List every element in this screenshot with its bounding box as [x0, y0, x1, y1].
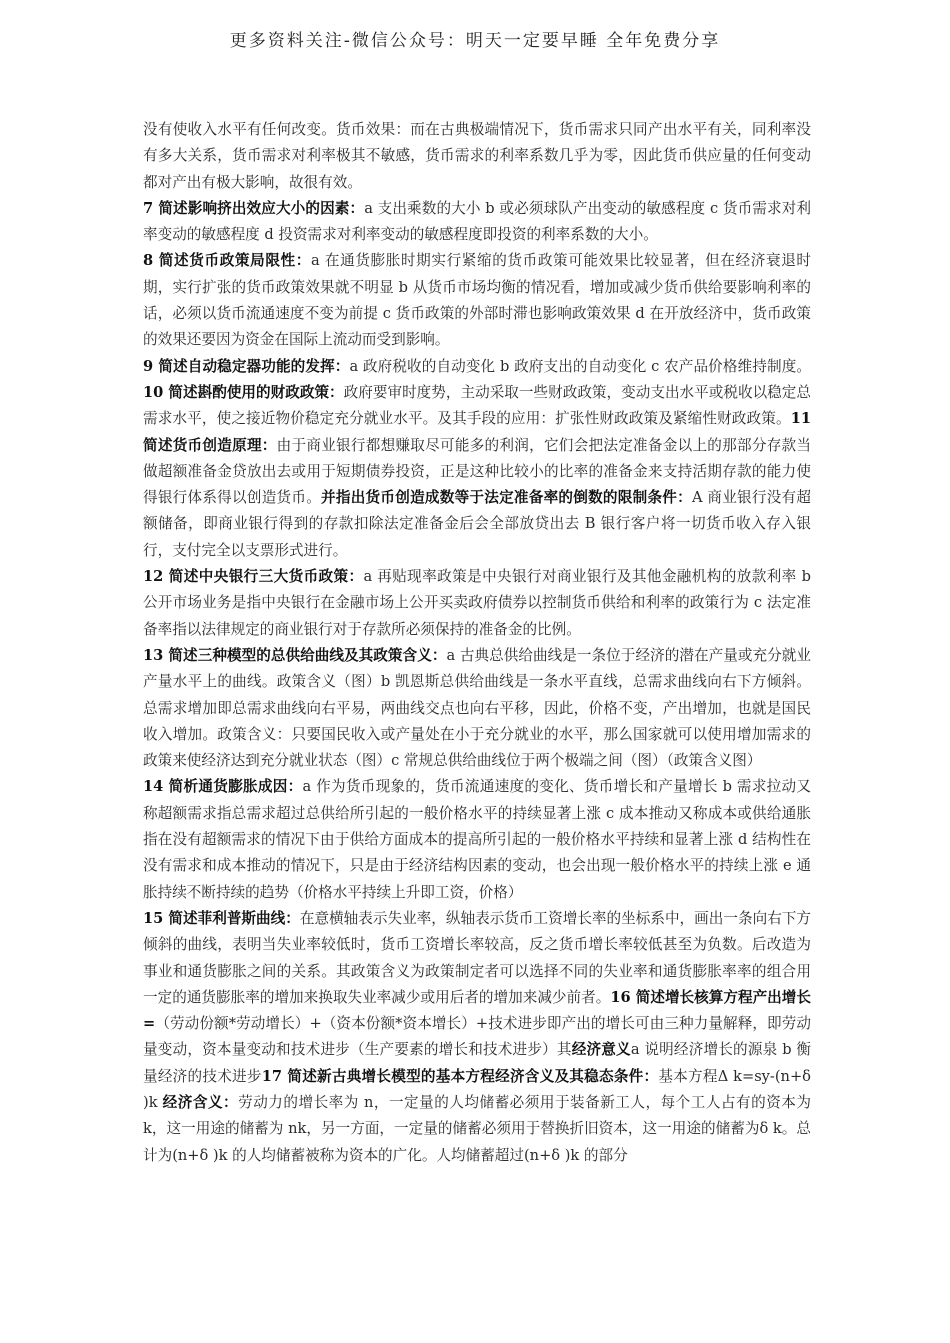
body-text: A 商业银行没有超额储备，即商业银行得到的存款扣除法定准备金后会全部放贷出去 B 银行客户将一切货币收入存入银行，支付完全以支票形式进行。 — [143, 489, 811, 559]
body-text: a 支出乘数的大小 b 或必须球队产出变动的敏感程度 c 货币需求对利率变动的敏感程度 d 投资需求对利率变动的敏感程度即投资的利率系数的大小。 — [143, 199, 811, 244]
document-body — [143, 117, 811, 1169]
paragraph — [143, 248, 811, 353]
paragraph — [143, 196, 811, 249]
body-text: 基本方程Δ k=sy-(n+δ )k — [143, 1067, 811, 1111]
body-text: a 古典总供给曲线是一条位于经济的潜在产量或充分就业产量水平上的曲线。政策含义（图）b 凯恩斯总供给曲线是一条水平直线，总需求曲线向右下方倾斜。总需求增加即总需求曲线向右平易，两曲线交点也向右平移，因此，价格不变，产出增加，也就是国民收入增加。政策含义：只要国民收入或产量处在小于充分就业的水平，那么国家就可以使用增加需求的政策来使经济达到充分就业状态（图）c 常规总供给曲线位于两个极端之间（图）（政策含义图） — [143, 646, 811, 770]
paragraph — [143, 643, 811, 774]
body-text: a 再贴现率政策是中央银行对商业银行及其他金融机构的放款利率 b 公开市场业务是指中央银行在金融市场上公开买卖政府债券以控制货币供给和利率的政策行为 c 法定准备率指以法律规定的商业银行对于存款所必须保持的准备金的比例。 — [143, 568, 811, 638]
body-text: 在意横轴表示失业率，纵轴表示货币工资增长率的坐标系中，画出一条向右下方倾斜的曲线，表明当失业率较低时，货币工资增长率较高，反之货币增长率较低甚至为负数。后改造为事业和通货膨胀之间的关系。其政策含义为政策制定者可以选择不同的失业率和通货膨胀率率的组合用一定的通货膨胀率的增加来换取失业率减少或用后者的增加来减少前者。 — [143, 909, 811, 1006]
section-heading: 经济含义： — [162, 1093, 239, 1111]
body-text: 没有使收入水平有任何改变。货币效果：而在古典极端情况下，货币需求只同产出水平有关，同利率没有多大关系，货币需求对利率极其不敏感，货币需求的利率系数几乎为零，因此货币供应量的任何变动都对产出有极大影响，故很有效。 — [143, 121, 811, 191]
section-heading: 9 简述自动稳定器功能的发挥： — [143, 357, 350, 375]
body-text: 政府要审时度势，主动采取一些财政政策，变动支出水平或税收以稳定总需求水平，使之接近物价稳定充分就业水平。及其手段的应用：扩张性财政政策及紧缩性财政政策。 — [143, 383, 811, 428]
section-heading: 15 简述菲利普斯曲线： — [143, 909, 300, 927]
section-heading: 11 简述货币创造原理： — [143, 410, 811, 454]
section-heading: 10 简述斟酌使用的财政政策： — [143, 383, 344, 401]
paragraph — [143, 354, 811, 564]
section-heading: 16 简述增长核算方程产出增长= — [143, 988, 811, 1033]
body-text: a 作为货币现象的，货币流通速度的变化、货币增长和产量增长 b 需求拉动又称超额需求指总需求超过总供给所引起的一般价格水平的持续显著上涨 c 成本推动又称成本或供给通胀指在没有超额需求的情况下由于供给方面成本的提高所引起的一般价格水平持续和显著上涨 d 结构性在没有需求和成本推动的情况下，只是由于经济结构因素的变动，也会出现一般价格水平的持续上涨 e 通胀持续不断持续的趋势（价格水平持续上升即工资，价格） — [143, 778, 811, 901]
section-heading: 17 简述新古典增长模型的基本方程经济含义及其稳态条件： — [261, 1067, 659, 1085]
body-text: 劳动力的增长率为 n，一定量的人均储蓄必须用于装备新工人，每个工人占有的资本为 k，这一用途的储蓄为 nk，另一方面，一定量的储蓄必须用于替换折旧资本，这一用途的储蓄为δ k。总计为(n+δ )k 的人均储蓄被称为资本的广化。人均储蓄超过(n+δ )k 的部分 — [143, 1093, 811, 1164]
section-heading: 经济意义 — [571, 1041, 631, 1059]
paragraph — [143, 117, 811, 196]
paragraph — [143, 906, 811, 1169]
paragraph — [143, 774, 811, 905]
section-heading: 12 简述中央银行三大货币政策： — [143, 568, 364, 586]
body-text: 由于商业银行都想赚取尽可能多的利润，它们会把法定准备金以上的那部分存款当做超额准备金贷放出去或用于短期债券投资，正是这种比较小的比率的准备金来支持活期存款的能力使得银行体系得以创造货币。 — [143, 436, 811, 507]
section-heading: 并指出货币创造成数等于法定准备率的倒数的限制条件： — [321, 489, 692, 507]
body-text: a 政府税收的自动变化 b 政府支出的自动变化 c 农产品价格维持制度。 — [349, 357, 811, 375]
page-header: 更多资料关注-微信公众号：明天一定要早睡 全年免费分享 — [229, 31, 721, 51]
section-heading: 14 简析通货膨胀成因： — [143, 778, 303, 796]
section-heading: 13 简述三种模型的总供给曲线及其政策含义： — [143, 646, 447, 664]
section-heading: 7 简述影响挤出效应大小的因素： — [143, 199, 365, 217]
section-heading: 8 简述货币政策局限性： — [143, 252, 311, 270]
body-text: a 说明经济增长的源泉 b 衡量经济的技术进步 — [143, 1041, 811, 1085]
paragraph — [143, 564, 811, 643]
body-text: a 在通货膨胀时期实行紧缩的货币政策可能效果比较显著，但在经济衰退时期，实行扩张的货币政策效果就不明显 b 从货币市场均衡的情况看，增加或减少货币供给要影响利率的话，必须以货币流通速度不变为前提 c 货币政策的外部时滞也影响政策效果 d 在开放经济中，货币政策的效果还要因为资金在国际上流动而受到影响。 — [143, 252, 811, 349]
body-text: （劳动份额*劳动增长）+（资本份额*资本增长）+技术进步即产出的增长可由三种力量解释，即劳动量变动，资本量变动和技术进步（生产要素的增长和技术进步）其 — [143, 1015, 811, 1059]
